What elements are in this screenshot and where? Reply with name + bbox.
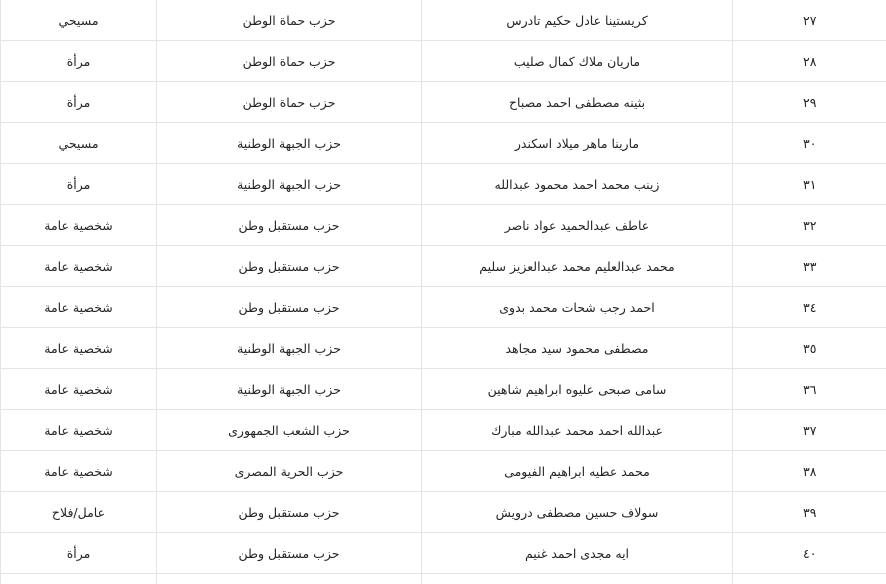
category-cell: مسيحي (1, 0, 157, 41)
row-number-cell: ٢٩ (733, 82, 886, 123)
table-row (1, 123, 886, 164)
row-number-cell: ٣٥ (733, 328, 886, 369)
table-row (1, 246, 886, 287)
party-cell: حزب مستقبل وطن (157, 533, 422, 574)
category-cell: عامل/فلاح (1, 492, 157, 533)
category-cell: مرأة (1, 41, 157, 82)
table-row (1, 205, 886, 246)
empty-cell (157, 574, 422, 584)
party-cell: حزب مستقبل وطن (157, 287, 422, 328)
row-number-cell: ٣١ (733, 164, 886, 205)
category-cell: شخصية عامة (1, 287, 157, 328)
candidate-name-cell: مارينا ماهر ميلاد اسكندر (422, 123, 733, 164)
row-number-cell: ٣٤ (733, 287, 886, 328)
party-cell: حزب حماة الوطن (157, 82, 422, 123)
candidate-name-cell: مصطفى محمود سيد مجاهد (422, 328, 733, 369)
candidate-name-cell: عاطف عبدالحميد عواد ناصر (422, 205, 733, 246)
party-cell: حزب الجبهة الوطنية (157, 164, 422, 205)
category-cell: شخصية عامة (1, 205, 157, 246)
candidate-name-cell: محمد عطيه ابراهيم الفيومى (422, 451, 733, 492)
category-cell: شخصية عامة (1, 246, 157, 287)
party-cell: حزب حماة الوطن (157, 0, 422, 41)
candidate-name-cell: سولاف حسين مصطفى درويش (422, 492, 733, 533)
row-number-cell: ٤٠ (733, 533, 886, 574)
table-row (1, 451, 886, 492)
candidate-name-cell: بثينه مصطفى احمد مصباح (422, 82, 733, 123)
table-row-partial (1, 574, 886, 584)
row-number-cell: ٢٧ (733, 0, 886, 41)
party-cell: حزب مستقبل وطن (157, 205, 422, 246)
candidate-name-cell: محمد عبدالعليم محمد عبدالعزيز سليم (422, 246, 733, 287)
category-cell: شخصية عامة (1, 451, 157, 492)
empty-cell (422, 574, 733, 584)
table-row (1, 369, 886, 410)
party-cell: حزب الجبهة الوطنية (157, 123, 422, 164)
empty-cell (733, 574, 886, 584)
table-row (1, 41, 886, 82)
table-row (1, 328, 886, 369)
candidate-name-cell: ماريان ملاك كمال صليب (422, 41, 733, 82)
row-number-cell: ٣٢ (733, 205, 886, 246)
candidate-name-cell: ايه مجدى احمد غنيم (422, 533, 733, 574)
category-cell: مسيحي (1, 123, 157, 164)
table-row (1, 410, 886, 451)
row-number-cell: ٣٨ (733, 451, 886, 492)
candidate-name-cell: احمد رجب شحات محمد بدوى (422, 287, 733, 328)
row-number-cell: ٣٦ (733, 369, 886, 410)
empty-cell (1, 574, 157, 584)
candidate-name-cell: عبدالله احمد محمد عبدالله مبارك (422, 410, 733, 451)
category-cell: مرأة (1, 82, 157, 123)
row-number-cell: ٣٠ (733, 123, 886, 164)
table-row (1, 82, 886, 123)
party-cell: حزب حماة الوطن (157, 41, 422, 82)
party-cell: حزب الحرية المصرى (157, 451, 422, 492)
row-number-cell: ٣٣ (733, 246, 886, 287)
party-cell: حزب الشعب الجمهورى (157, 410, 422, 451)
table-row (1, 287, 886, 328)
party-cell: حزب مستقبل وطن (157, 246, 422, 287)
table-row (1, 492, 886, 533)
row-number-cell: ٣٩ (733, 492, 886, 533)
candidate-name-cell: زينب محمد احمد محمود عبدالله (422, 164, 733, 205)
party-cell: حزب الجبهة الوطنية (157, 369, 422, 410)
category-cell: شخصية عامة (1, 369, 157, 410)
table-row (1, 164, 886, 205)
party-cell: حزب الجبهة الوطنية (157, 328, 422, 369)
table-row (1, 533, 886, 574)
candidate-name-cell: سامى صبحى عليوه ابراهيم شاهين (422, 369, 733, 410)
row-number-cell: ٢٨ (733, 41, 886, 82)
table-row (1, 0, 886, 41)
category-cell: مرأة (1, 164, 157, 205)
category-cell: شخصية عامة (1, 328, 157, 369)
candidate-name-cell: كريستينا عادل حكيم تادرس (422, 0, 733, 41)
category-cell: مرأة (1, 533, 157, 574)
party-cell: حزب مستقبل وطن (157, 492, 422, 533)
row-number-cell: ٣٧ (733, 410, 886, 451)
category-cell: شخصية عامة (1, 410, 157, 451)
